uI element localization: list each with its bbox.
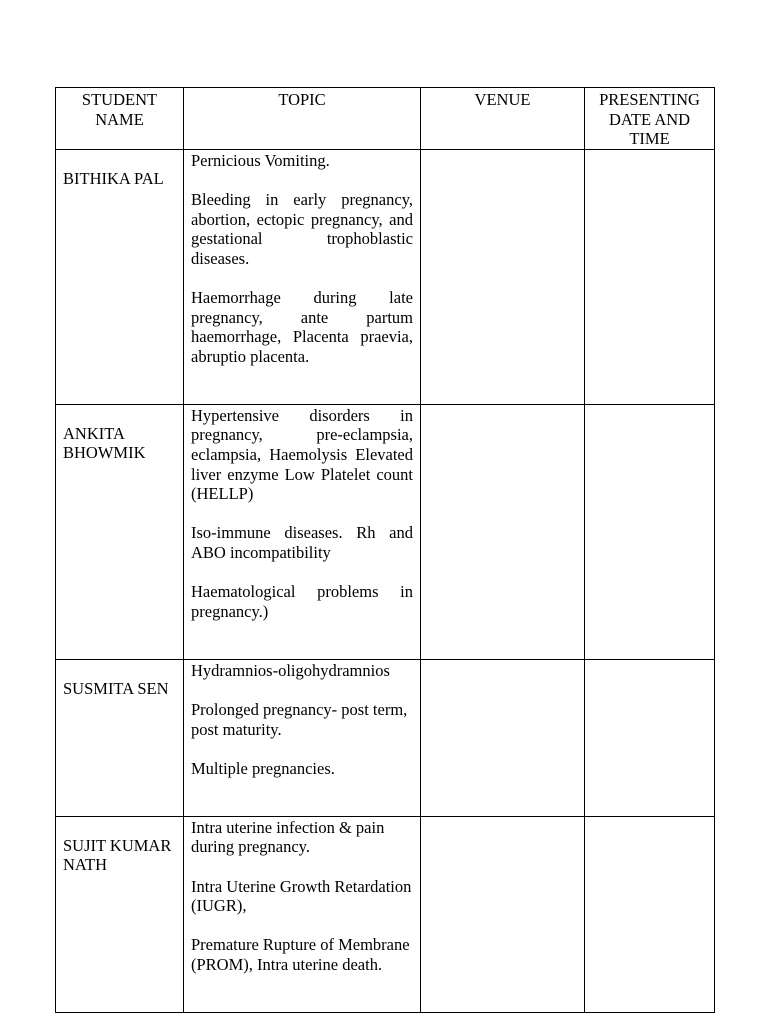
presenting-date-time-cell bbox=[585, 404, 715, 659]
student-name-cell: BITHIKA PAL bbox=[56, 149, 184, 404]
venue-cell bbox=[421, 404, 585, 659]
student-name-cell: ANKITA BHOWMIK bbox=[56, 404, 184, 659]
topic-item: Bleeding in early pregnancy, abortion, ectopic pregnancy, and gestational trophoblastic diseases. bbox=[191, 189, 413, 268]
topic-item: Haematological problems in pregnancy.) bbox=[191, 582, 413, 621]
table-row bbox=[56, 149, 715, 404]
student-name-cell: SUSMITA SEN bbox=[56, 659, 184, 816]
table-row bbox=[56, 404, 715, 659]
topic-item: Multiple pregnancies. bbox=[191, 758, 335, 778]
topic-item: Hydramnios-oligohydramnios bbox=[191, 660, 390, 680]
venue-cell bbox=[421, 816, 585, 1012]
table-header-row bbox=[56, 88, 715, 150]
presenting-date-time-cell bbox=[585, 816, 715, 1012]
header-venue: VENUE bbox=[421, 88, 585, 150]
table-row bbox=[56, 816, 715, 1012]
topic-item: Pernicious Vomiting. bbox=[191, 150, 330, 170]
topic-cell bbox=[184, 149, 421, 404]
presentation-schedule-table bbox=[55, 87, 715, 1013]
topic-item: Premature Rupture of Membrane (PROM), Intra uterine death. bbox=[191, 935, 410, 974]
topic-item: Haemorrhage during late pregnancy, ante partum haemorrhage, Placenta praevia, abruptio placenta. bbox=[191, 287, 413, 366]
topic-item: Hypertensive disorders in pregnancy, pre-eclampsia, eclampsia, Haemolysis Elevated liver enzyme Low Platelet count (HELLP) bbox=[191, 405, 413, 504]
presenting-date-time-cell bbox=[585, 659, 715, 816]
table-row bbox=[56, 659, 715, 816]
venue-cell bbox=[421, 659, 585, 816]
topic-item: Intra uterine infection & pain during pregnancy. bbox=[191, 817, 385, 857]
header-topic: TOPIC bbox=[184, 88, 421, 150]
topic-item: Prolonged pregnancy- post term, post maturity. bbox=[191, 699, 408, 739]
topic-item: Iso-immune diseases. Rh and ABO incompatibility bbox=[191, 523, 413, 562]
topic-cell bbox=[184, 404, 421, 659]
header-presenting-date-time: PRESENTING DATE AND TIME bbox=[585, 88, 715, 150]
venue-cell bbox=[421, 149, 585, 404]
student-name-cell: SUJIT KUMAR NATH bbox=[56, 816, 184, 1012]
presenting-date-time-cell bbox=[585, 149, 715, 404]
topic-cell bbox=[184, 659, 421, 816]
topic-item: Intra Uterine Growth Retardation (IUGR), bbox=[191, 876, 412, 916]
header-student-name: STUDENT NAME bbox=[56, 88, 184, 150]
topic-cell bbox=[184, 816, 421, 1012]
